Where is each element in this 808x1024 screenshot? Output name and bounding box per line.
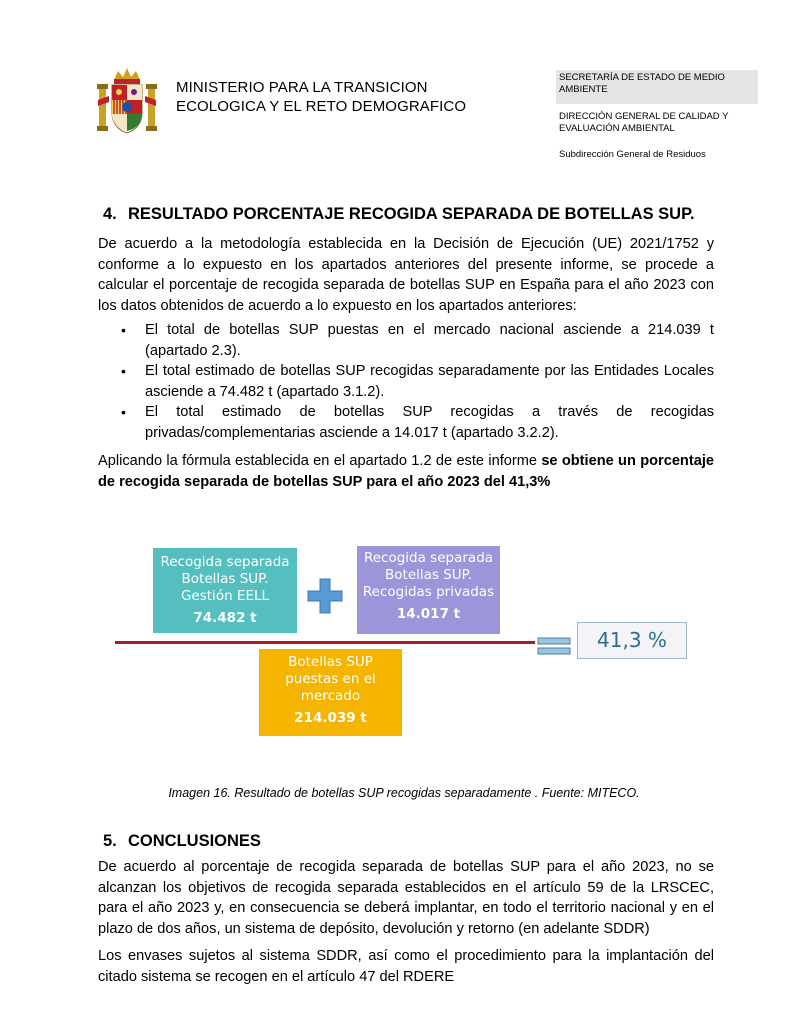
private-line-1: Recogida separada — [363, 550, 494, 566]
conclusions-paragraph-2: Los envases sujetos al sistema SDDR, así como el procedimiento para la implantación del citado sistema se recogen en el artículo 47 del RDERE — [98, 948, 714, 985]
list-item: • El total de botellas SUP puestas en el mercado nacional asciende a 214.039 t (apartado 2.3). — [98, 320, 714, 361]
plus-icon — [306, 577, 344, 615]
equals-icon — [537, 636, 571, 656]
market-total-box — [259, 649, 402, 736]
fraction-line — [115, 641, 535, 644]
ministry-line-2: ECOLOGICA Y EL RETO DEMOGRAFICO — [176, 98, 467, 115]
total-line-1: Botellas SUP — [288, 654, 373, 670]
ministry-name — [176, 78, 466, 116]
conclusions-paragraph-1: De acuerdo al porcentaje de recogida separada de botellas SUP para el año 2023, no se alcanzan los objetivos de recogida separada establecidos en el artículo 59 de la LRSCEC, para el año 2023 y, en consecuencia se deberá implantar, en todo el territorio nacional y en el plazo de dos años, un sistema de depósito, devolución y retorno (en adelante SDDR) — [98, 859, 714, 937]
private-line-3: Recogidas privadas — [362, 584, 495, 600]
section-5-heading — [103, 832, 261, 851]
eell-line-1: Recogida separada — [160, 554, 290, 570]
private-collection-box — [357, 546, 500, 634]
eell-value: 74.482 t — [193, 610, 257, 626]
result-text: Aplicando la fórmula establecida en el apartado 1.2 de este informe — [98, 453, 542, 469]
section-5-number: 5. — [103, 832, 117, 850]
section-4-intro: De acuerdo a la metodología establecida en la Decisión de Ejecución (UE) 2021/1752 y conforme a lo expuesto en los apartados anteriores del presente informe, se procede a calcular el porcentaje de recogida separada de botellas SUP en España para el año 2023 con los datos obtenidos de acuerdo a lo expuesto en los apartados anteriores: — [98, 236, 714, 314]
coat-of-arms-logo — [96, 66, 158, 138]
total-value: 214.039 t — [294, 710, 367, 726]
section-4-number: 4. — [103, 205, 117, 223]
section-4-heading — [103, 205, 695, 224]
totals-list — [98, 320, 714, 444]
result-percentage-box: 41,3 % — [577, 622, 687, 659]
ministry-line-1: MINISTERIO PARA LA TRANSICION — [176, 79, 428, 96]
figure-caption: Imagen 16. Resultado de botellas SUP recogidas separadamente . Fuente: MITECO. — [168, 786, 640, 800]
secretaria-label: SECRETARÍA DE ESTADO DE MEDIO AMBIENTE — [556, 70, 758, 104]
section-5-title: CONCLUSIONES — [128, 832, 261, 850]
list-item: • El total estimado de botellas SUP recogidas separadamente por las Entidades Locales asciende a 74.482 t (apartado 3.1.2). — [98, 361, 714, 402]
result-paragraph — [98, 451, 714, 492]
total-line-3: mercado — [300, 688, 361, 704]
eell-line-3: Gestión EELL — [180, 588, 270, 604]
result-bold-text: se obtiene un porcentaje de recogida separada de botellas SUP para el año 2023 del 41,3% — [98, 453, 714, 490]
eell-collection-box — [153, 548, 297, 633]
subdireccion-label: Subdirección General de Residuos — [559, 149, 706, 160]
list-item: • El total estimado de botellas SUP recogidas a través de recogidas privadas/complementarias asciende a 14.017 t (apartado 3.2.2). — [98, 402, 714, 443]
private-line-2: Botellas SUP. — [385, 567, 472, 583]
section-4-title: RESULTADO PORCENTAJE RECOGIDA SEPARADA DE BOTELLAS SUP. — [128, 205, 695, 223]
private-value: 14.017 t — [396, 606, 461, 622]
eell-line-2: Botellas SUP. — [181, 571, 269, 587]
total-line-2: puestas en el — [285, 671, 376, 687]
direccion-label: DIRECCIÓN GENERAL DE CALIDAD Y EVALUACIÓN AMBIENTAL — [559, 111, 729, 134]
